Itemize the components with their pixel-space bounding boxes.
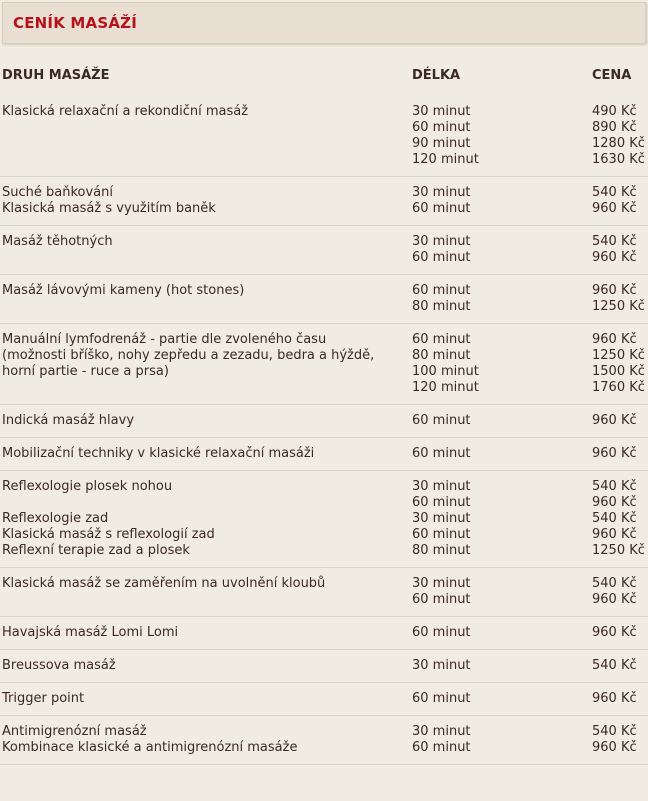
table-row: [0, 617, 648, 650]
massage-name: horní partie - ruce a prsa): [2, 364, 169, 379]
massage-price-cell: [592, 405, 648, 438]
massage-price-cell: [592, 471, 648, 568]
massage-name-cell: [0, 471, 412, 568]
table-row: [0, 226, 648, 275]
massage-name: Manuální lymfodrenáž - partie dle zvoleného času: [2, 332, 327, 347]
massage-price: 540 Kč: [592, 658, 637, 673]
massage-price: 960 Kč: [592, 495, 637, 510]
massage-price: 960 Kč: [592, 413, 637, 428]
massage-price: 540 Kč: [592, 724, 637, 739]
table-row: [0, 177, 648, 226]
price-table-body: [0, 96, 648, 765]
massage-name: Masáž těhotných: [2, 234, 113, 249]
massage-price: 490 Kč: [592, 104, 637, 119]
massage-duration: 80 minut: [412, 348, 471, 363]
massage-price: 960 Kč: [592, 250, 637, 265]
massage-price: 960 Kč: [592, 625, 637, 640]
massage-duration: 60 minut: [412, 446, 471, 461]
massage-price: 1630 Kč: [592, 152, 645, 167]
massage-price-cell: [592, 683, 648, 716]
massage-price: 540 Kč: [592, 576, 637, 591]
massage-duration: 30 minut: [412, 104, 471, 119]
massage-duration-cell: [412, 716, 592, 765]
table-row: [0, 568, 648, 617]
massage-price: 960 Kč: [592, 592, 637, 607]
massage-price: 540 Kč: [592, 234, 637, 249]
massage-duration: 60 minut: [412, 691, 471, 706]
massage-duration-cell: [412, 683, 592, 716]
massage-duration: 30 minut: [412, 479, 471, 494]
massage-duration-cell: [412, 650, 592, 683]
massage-duration: 80 minut: [412, 299, 471, 314]
massage-name-cell: [0, 683, 412, 716]
massage-price: 890 Kč: [592, 120, 637, 135]
massage-duration: 60 minut: [412, 283, 471, 298]
massage-duration: 30 minut: [412, 234, 471, 249]
massage-name: (možnosti bříško, nohy zepředu a zezadu, bedra a hýždě,: [2, 348, 375, 363]
massage-name: Klasická relaxační a rekondiční masáž: [2, 104, 249, 119]
massage-name: Trigger point: [2, 691, 85, 706]
massage-name-cell: [0, 177, 412, 226]
massage-duration-cell: [412, 324, 592, 405]
massage-name: Indická masáž hlavy: [2, 413, 135, 428]
massage-duration-cell: [412, 568, 592, 617]
massage-duration-cell: [412, 405, 592, 438]
massage-name: Klasická masáž s využitím baněk: [2, 201, 216, 216]
massage-price-cell: [592, 568, 648, 617]
table-row: [0, 275, 648, 324]
massage-name-cell: [0, 405, 412, 438]
massage-price: 540 Kč: [592, 511, 637, 526]
massage-duration-cell: [412, 438, 592, 471]
massage-name: Breussova masáž: [2, 658, 116, 673]
massage-name-cell: [0, 275, 412, 324]
massage-price-cell: [592, 617, 648, 650]
massage-name: Klasická masáž s reflexologií zad: [2, 527, 215, 542]
page-title: CENÍK MASÁŽÍ: [13, 14, 138, 32]
massage-name: Reflexologie plosek nohou: [2, 479, 173, 494]
table-row: [0, 471, 648, 568]
massage-price: 1280 Kč: [592, 136, 645, 151]
massage-duration: 100 minut: [412, 364, 479, 379]
massage-price: 960 Kč: [592, 332, 637, 347]
massage-price: 960 Kč: [592, 691, 637, 706]
massage-duration: 30 minut: [412, 658, 471, 673]
header-price: CENA: [592, 68, 632, 83]
massage-price: 1250 Kč: [592, 543, 645, 558]
massage-name-cell: [0, 324, 412, 405]
massage-price-cell: [592, 716, 648, 765]
massage-price-cell: [592, 650, 648, 683]
massage-duration: 120 minut: [412, 152, 479, 167]
massage-name: Reflexní terapie zad a plosek: [2, 543, 190, 558]
header-duration: DÉLKA: [412, 68, 461, 83]
massage-duration-cell: [412, 275, 592, 324]
massage-price: 1250 Kč: [592, 348, 645, 363]
massage-duration: 60 minut: [412, 592, 471, 607]
massage-price: 1250 Kč: [592, 299, 645, 314]
massage-duration: 30 minut: [412, 724, 471, 739]
massage-duration-cell: [412, 617, 592, 650]
table-row: [0, 438, 648, 471]
price-table: [0, 96, 648, 765]
massage-price: 1760 Kč: [592, 380, 645, 395]
massage-duration: 60 minut: [412, 250, 471, 265]
massage-duration: 60 minut: [412, 120, 471, 135]
massage-name-cell: [0, 650, 412, 683]
massage-name: Havajská masáž Lomi Lomi: [2, 625, 179, 640]
table-row: [0, 405, 648, 438]
table-row: [0, 650, 648, 683]
massage-price-cell: [592, 226, 648, 275]
massage-duration: 120 minut: [412, 380, 479, 395]
massage-name-cell: [0, 617, 412, 650]
massage-name: Klasická masáž se zaměřením na uvolnění kloubů: [2, 576, 326, 591]
massage-name: Antimigrenózní masáž: [2, 724, 147, 739]
massage-duration: 60 minut: [412, 413, 471, 428]
massage-duration: 60 minut: [412, 201, 471, 216]
header-type: DRUH MASÁŽE: [2, 68, 110, 83]
massage-name-cell: [0, 568, 412, 617]
massage-price: 960 Kč: [592, 201, 637, 216]
massage-duration: 60 minut: [412, 495, 471, 510]
massage-price-cell: [592, 177, 648, 226]
massage-name: Suché baňkování: [2, 185, 113, 200]
massage-price: 540 Kč: [592, 185, 637, 200]
massage-name-cell: [0, 96, 412, 177]
massage-duration: 30 minut: [412, 511, 471, 526]
massage-duration-cell: [412, 96, 592, 177]
massage-duration: 30 minut: [412, 185, 471, 200]
massage-price: 540 Kč: [592, 479, 637, 494]
massage-duration: 90 minut: [412, 136, 471, 151]
table-row: [0, 324, 648, 405]
massage-duration-cell: [412, 226, 592, 275]
massage-duration-cell: [412, 471, 592, 568]
massage-duration: 60 minut: [412, 625, 471, 640]
massage-duration: 80 minut: [412, 543, 471, 558]
blank-line: [2, 495, 412, 511]
massage-price: 960 Kč: [592, 283, 637, 298]
massage-price-cell: [592, 438, 648, 471]
massage-name: Masáž lávovými kameny (hot stones): [2, 283, 245, 298]
massage-price-cell: [592, 96, 648, 177]
massage-duration: 60 minut: [412, 740, 471, 755]
massage-name: Kombinace klasické a antimigrenózní masáže: [2, 740, 298, 755]
massage-name: Mobilizační techniky v klasické relaxační masáži: [2, 446, 315, 461]
massage-price: 960 Kč: [592, 740, 637, 755]
massage-duration-cell: [412, 177, 592, 226]
massage-price-cell: [592, 275, 648, 324]
massage-duration: 60 minut: [412, 527, 471, 542]
massage-price-cell: [592, 324, 648, 405]
table-row: [0, 716, 648, 765]
massage-name-cell: [0, 716, 412, 765]
massage-duration: 30 minut: [412, 576, 471, 591]
title-bar: [2, 2, 646, 44]
massage-price: 960 Kč: [592, 446, 637, 461]
massage-name-cell: [0, 438, 412, 471]
massage-name: Reflexologie zad: [2, 511, 109, 526]
massage-price: 1500 Kč: [592, 364, 645, 379]
massage-name-cell: [0, 226, 412, 275]
table-row: [0, 683, 648, 716]
massage-price: 960 Kč: [592, 527, 637, 542]
table-row: [0, 96, 648, 177]
massage-duration: 60 minut: [412, 332, 471, 347]
